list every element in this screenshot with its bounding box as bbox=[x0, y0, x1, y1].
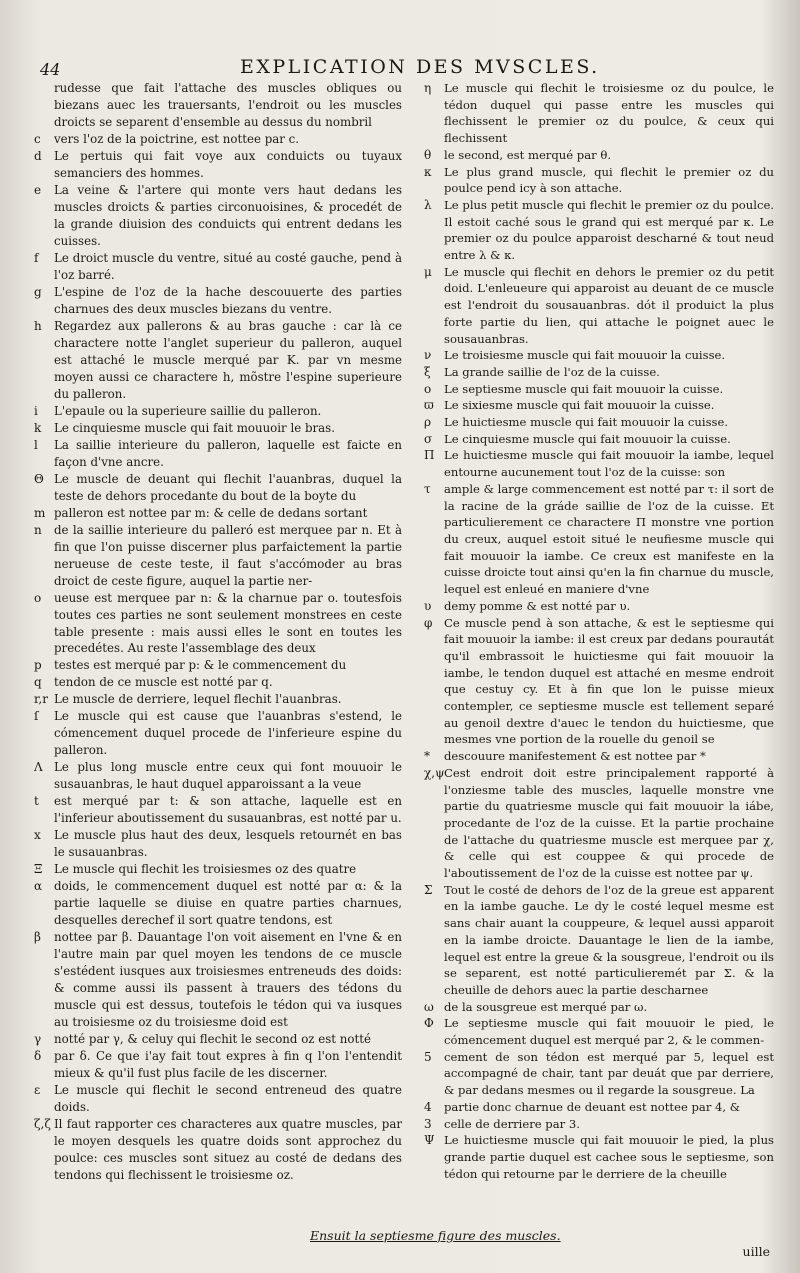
entry-text: de la sousgreue est merqué par ω. bbox=[444, 999, 648, 1014]
margin-marker: ρ bbox=[424, 415, 432, 430]
margin-marker: τ bbox=[424, 481, 431, 496]
margin-marker: ξ bbox=[424, 364, 431, 379]
entry-text: de la saillie interieure du palleró est merquee par n. Et à fin que l'on puisse discerner plus parfaictement la partie nerueuse de ceste teste, il faut s'accómoder au bras droict de ceste figure, auquel la partie ner- bbox=[54, 522, 402, 588]
margin-marker: c bbox=[34, 131, 41, 146]
text-entry bbox=[34, 878, 402, 929]
margin-marker: * bbox=[424, 749, 430, 764]
margin-marker: κ bbox=[424, 164, 432, 179]
margin-marker: ſ bbox=[34, 709, 39, 724]
entry-text: Le plus long muscle entre ceux qui font mouuoir le susauanbras, le haut duquel apparoissant a la veue bbox=[54, 760, 402, 792]
entry-text: nottee par β. Dauantage l'on voit aisement en l'vne & en l'autre main par quel moyen les tendons de ce muscle s'estédent iusques aux troisiesmes entreneuds des doids: & comme aussi ils passent à trauers des tédons du muscle qui est dessus, toutefois le tédon qui va iusques au troisiesme oz du troisiesme doid est bbox=[54, 930, 402, 1030]
margin-marker: φ bbox=[424, 615, 433, 630]
entry-text: Le septiesme muscle qui fait mouuoir la cuisse. bbox=[444, 381, 724, 396]
entry-text: demy pomme & est notté par υ. bbox=[444, 598, 631, 613]
margin-marker: p bbox=[34, 658, 42, 673]
text-entry bbox=[34, 759, 402, 793]
text-entry bbox=[34, 148, 402, 182]
text-entry bbox=[34, 1048, 402, 1082]
text-entry bbox=[424, 1116, 774, 1133]
margin-marker: h bbox=[34, 318, 42, 333]
margin-marker: υ bbox=[424, 598, 432, 613]
text-entry bbox=[34, 284, 402, 318]
entry-text: par δ. Ce que i'ay fait tout expres à fin q l'on l'entendit mieux & qu'il fust plus facile de les discerner. bbox=[54, 1049, 402, 1081]
catchword: uille bbox=[742, 1244, 770, 1259]
margin-marker: γ bbox=[34, 1032, 42, 1047]
text-entry bbox=[34, 861, 402, 878]
margin-marker: 3 bbox=[424, 1116, 432, 1131]
entry-text: La saillie interieure du palleron, laquelle est faicte en façon d'vne ancre. bbox=[54, 437, 402, 469]
entry-text: Le plus grand muscle, qui flechit le premier oz du poulce pend icy à son attache. bbox=[444, 164, 774, 196]
entry-text: cement de son tédon est merqué par 5, lequel est accompagné de chair, tant par deuát que par derriere, & par dedans mesmes ou il regarde la sousgreue. La bbox=[444, 1049, 774, 1098]
text-entry bbox=[424, 147, 774, 164]
entry-text: palleron est nottee par m: & celle de dedans sortant bbox=[54, 505, 368, 520]
margin-marker: μ bbox=[424, 264, 432, 279]
margin-marker: l bbox=[34, 437, 38, 452]
entry-text: celle de derriere par 3. bbox=[444, 1116, 580, 1131]
margin-marker: θ bbox=[424, 147, 432, 162]
text-entry bbox=[424, 481, 774, 598]
entry-text: vers l'oz de la poictrine, est nottee par c. bbox=[54, 131, 300, 146]
entry-text: notté par γ, & celuy qui flechit le second oz est notté bbox=[54, 1032, 371, 1047]
margin-marker: ζ,ζ bbox=[34, 1117, 51, 1132]
entry-text: Le droict muscle du ventre, situé au costé gauche, pend à l'oz barré. bbox=[54, 250, 402, 282]
entry-text: Le muscle qui flechit le second entreneud des quatre doids. bbox=[54, 1083, 402, 1115]
entry-text: Le troisiesme muscle qui fait mouuoir la cuisse. bbox=[444, 348, 726, 363]
entry-text: L'espine de l'oz de la hache descouuerte des parties charnues des deux muscles biezans du ventre. bbox=[54, 284, 402, 316]
margin-marker: n bbox=[34, 522, 42, 537]
entry-text: Le muscle qui flechit en dehors le premier oz du petit doid. L'enleueure qui apparoist au deuant de ce muscle est l'endroit du sousauanbras. dót il produict la plus forte partie du lien, qui attache le poignet auec le sousauanbras. bbox=[444, 264, 774, 346]
margin-marker: ν bbox=[424, 348, 432, 363]
text-entry bbox=[424, 80, 774, 147]
entry-text: doids, le commencement duquel est notté par α: & la partie laquelle se diuise en quatre parties charnues, desquelles derechef il sort quatre tendons, est bbox=[54, 879, 402, 928]
margin-marker: m bbox=[34, 505, 46, 520]
entry-text: Le cinquiesme muscle qui fait mouuoir le bras. bbox=[54, 420, 335, 435]
text-entry bbox=[34, 522, 402, 590]
entry-text: testes est merqué par p: & le commencement du bbox=[54, 658, 347, 673]
margin-marker: Σ bbox=[424, 882, 433, 897]
text-entry bbox=[34, 250, 402, 284]
text-entry bbox=[34, 471, 402, 505]
running-title: EXPLICATION DES MVSCLES. bbox=[240, 56, 600, 78]
entry-text: tendon de ce muscle est notté par q. bbox=[54, 675, 273, 690]
entry-text: Le muscle de deuant qui flechit l'auanbras, duquel la teste de dehors procedante du bout de la boyte du bbox=[54, 471, 402, 503]
margin-marker: e bbox=[34, 182, 42, 197]
margin-marker: χ,ψ bbox=[424, 765, 445, 780]
text-entry bbox=[424, 264, 774, 348]
text-entry bbox=[424, 1015, 774, 1048]
margin-marker: λ bbox=[424, 197, 432, 212]
entry-text: descouure manifestement & est nottee par * bbox=[444, 749, 706, 764]
margin-marker: r,r bbox=[34, 692, 48, 707]
margin-marker: Ψ bbox=[424, 1133, 435, 1148]
margin-marker: q bbox=[34, 675, 42, 690]
entry-text: rudesse que fait l'attache des muscles obliques ou biezans auec les trauersants, l'endroit ou les muscles droicts se separent d'ensemble au dessus du nombril bbox=[54, 81, 402, 129]
margin-marker: i bbox=[34, 403, 38, 418]
entry-text: Le muscle qui flechit le troisiesme oz du poulce, le tédon duquel qui passe entre les muscles qui flechissent le premier oz du poulce, & ceux qui flechissent bbox=[444, 81, 774, 146]
margin-marker: o bbox=[34, 590, 42, 605]
text-entry bbox=[424, 1049, 774, 1099]
text-entry bbox=[424, 164, 774, 197]
margin-marker: 4 bbox=[424, 1099, 432, 1114]
margin-marker: d bbox=[34, 148, 42, 163]
text-entry bbox=[424, 431, 774, 448]
text-entry bbox=[34, 691, 402, 708]
entry-text: Le muscle qui flechit les troisiesmes oz des quatre bbox=[54, 862, 357, 877]
margin-marker: β bbox=[34, 930, 41, 945]
entry-text: L'epaule ou la superieure saillie du palleron. bbox=[54, 403, 322, 418]
entry-text: partie donc charnue de deuant est nottee par 4, & bbox=[444, 1099, 741, 1114]
margin-marker: ϖ bbox=[424, 398, 434, 413]
text-entry bbox=[34, 182, 402, 250]
text-entry bbox=[424, 598, 774, 615]
entry-text: Le huictiesme muscle qui fait mouuoir le pied, la plus grande partie duquel est cachee sous le septiesme, son tédon qui retourne par le derriere de la cheuille bbox=[444, 1133, 774, 1181]
entry-text: Le muscle plus haut des deux, lesquels retournét en bas le susauanbras. bbox=[54, 828, 402, 860]
entry-text: Cest endroit doit estre principalement rapporté à l'onziesme table des muscles, laquelle monstre vne partie du quatriesme muscle qui fait mouuoir la iábe, procedante de l'oz de la cuisse. Et la partie prochaine de l'attache du quatriesme muscle est merquee par χ, & celle qui est couppee & qui procede de l'aboutissement de l'oz de la cuisse est nottee par ψ. bbox=[444, 765, 774, 881]
margin-marker: α bbox=[34, 879, 43, 894]
right-column bbox=[424, 80, 774, 1213]
entry-text: Le muscle de derriere, lequel flechit l'auanbras. bbox=[54, 692, 342, 707]
margin-marker: g bbox=[34, 284, 42, 299]
margin-marker: Θ bbox=[34, 471, 44, 486]
page-number: 44 bbox=[40, 60, 61, 79]
text-entry bbox=[34, 437, 402, 471]
entry-text: Le sixiesme muscle qui fait mouuoir la cuisse. bbox=[444, 398, 715, 413]
margin-marker: Λ bbox=[34, 760, 43, 775]
text-entry bbox=[34, 590, 402, 658]
margin-marker: Π bbox=[424, 448, 435, 463]
margin-marker: ε bbox=[34, 1083, 41, 1098]
entry-text: La veine & l'artere qui monte vers haut dedans les muscles droicts & parties circonuoisines, & procedét de la grande diuision des conduicts qui entrent dedans les cuisses. bbox=[54, 182, 402, 248]
text-entry bbox=[34, 403, 402, 420]
entry-text: Il faut rapporter ces characteres aux quatre muscles, par le moyen desquels les quatre doids sont approchez du poulce: ces muscles sont situez au costé de dedans des tendons qui flechissent le troisiesme oz. bbox=[54, 1117, 402, 1182]
text-entry bbox=[424, 197, 774, 264]
figure-caption bbox=[310, 1228, 561, 1243]
text-entry bbox=[424, 882, 774, 999]
text-entry bbox=[34, 674, 402, 691]
margin-marker: ο bbox=[424, 381, 432, 396]
entry-text: ueuse est merquee par n: & la charnue par o. toutesfois toutes ces parties ne sont seulement monstrees en ceste table presente : mais aussi elles le sont en toutes les precedétes. Au reste l'assemblage des deux bbox=[54, 590, 402, 656]
text-entry bbox=[424, 748, 774, 765]
text-entry bbox=[34, 793, 402, 827]
text-entry bbox=[34, 657, 402, 674]
entry-text: Le plus petit muscle qui flechit le premier oz du poulce. Il estoit caché sous le grand qui est merqué par κ. Le premier oz du poulce apparoist descharné & tout neud entre λ & κ. bbox=[444, 197, 774, 263]
text-entry bbox=[34, 420, 402, 437]
text-entry bbox=[424, 397, 774, 414]
text-entry bbox=[424, 1132, 774, 1182]
entry-text: Le pertuis qui fait voye aux conduicts ou tuyaux semanciers des hommes. bbox=[54, 148, 402, 180]
margin-marker: η bbox=[424, 81, 432, 95]
margin-marker: Ξ bbox=[34, 862, 43, 877]
entry-text: La grande saillie de l'oz de la cuisse. bbox=[444, 364, 660, 379]
margin-marker: f bbox=[34, 250, 39, 265]
margin-marker: Φ bbox=[424, 1016, 434, 1031]
text-entry bbox=[424, 999, 774, 1016]
text-entry bbox=[34, 318, 402, 403]
entry-text: Le septiesme muscle qui fait mouuoir le pied, le cómencement duquel est merqué par 2, & le commen- bbox=[444, 1016, 774, 1048]
entry-text: Ce muscle pend à son attache, & est le septiesme qui fait mouuoir la iambe: il est creux par dedans pourautát qu'il embrassoit le huictiesme qui fait mouuoir la iambe, le tendon duquel est attaché en mesme endroit que cestuy cy. Et à fin que lon le puisse mieux contempler, ce septiesme muscle est tellement separé au genoil dextre d'auec le tendon du huictiesme, que mesmes vne portion de la rouelle du genoil se bbox=[444, 615, 775, 747]
text-entry bbox=[34, 827, 402, 861]
entry-text: Le huictiesme muscle qui fait mouuoir la cuisse. bbox=[444, 415, 729, 430]
text-entry bbox=[34, 80, 402, 131]
entry-text: Le huictiesme muscle qui fait mouuoir la iambe, lequel entourne aucunement tout l'oz de la cuisse: son bbox=[444, 448, 774, 480]
margin-marker: δ bbox=[34, 1049, 42, 1064]
page-header bbox=[40, 56, 780, 80]
entry-text: Tout le costé de dehors de l'oz de la greue est apparent en la iambe gauche. Le dy le costé lequel mesme est sans chair auant la couppeure, & lequel aussi apparoit en la iambe droicte. Dauantage le lien de la iambe, lequel est entre la greue & la sousgreue, l'endroit ou ils se separent, est notté particulieremét par Σ. & la cheuille de dehors auec la partie descharnee bbox=[444, 882, 774, 997]
text-entry bbox=[34, 929, 402, 1031]
text-entry bbox=[34, 1082, 402, 1116]
entry-text: est merqué par t: & son attache, laquelle est en l'inferieur aboutissement du susauanbras, est notté par u. bbox=[54, 794, 402, 826]
text-entry bbox=[424, 1099, 774, 1116]
figure-caption-text: Ensuit la septiesme figure des muscles. bbox=[310, 1228, 561, 1243]
margin-marker: k bbox=[34, 420, 42, 435]
text-entry bbox=[424, 414, 774, 431]
margin-marker: x bbox=[34, 828, 41, 843]
text-entry bbox=[424, 447, 774, 480]
margin-marker: σ bbox=[424, 431, 433, 446]
text-entry bbox=[424, 364, 774, 381]
left-column bbox=[34, 80, 402, 1213]
margin-marker: ω bbox=[424, 999, 434, 1014]
text-entry bbox=[34, 1031, 402, 1048]
text-entry bbox=[424, 381, 774, 398]
entry-text: le second, est merqué par θ. bbox=[444, 147, 612, 162]
text-entry bbox=[424, 765, 774, 882]
text-entry bbox=[34, 505, 402, 522]
entry-text: Le cinquiesme muscle qui fait mouuoir la cuisse. bbox=[444, 431, 731, 446]
entry-text: Regardez aux pallerons & au bras gauche : car là ce charactere notte l'anglet superieur du palleron, auquel est attaché le muscle merqué par K. par vn mesme moyen aussi ce charactere h, mõstre l'espine superieure du palleron. bbox=[54, 318, 402, 401]
text-entry bbox=[34, 1116, 402, 1184]
text-entry bbox=[424, 615, 774, 749]
text-entry bbox=[424, 347, 774, 364]
margin-marker: t bbox=[34, 794, 39, 809]
entry-text: Le muscle qui est cause que l'auanbras s'estend, le cómencement duquel procede de l'inferieure espine du palleron. bbox=[54, 709, 402, 758]
text-entry bbox=[34, 708, 402, 759]
margin-marker: 5 bbox=[424, 1049, 432, 1064]
text-entry bbox=[34, 131, 402, 148]
entry-text: ample & large commencement est notté par τ: il sort de la racine de la gráde saillie de l'oz de la cuisse. Et particulierement ce charactere Π monstre vne portion du creux, auquel estoit situé le neufiesme muscle qui fait mouuoir la iambe. Ce creux est manifeste en la cuisse droicte tout ainsi qu'en la fin charnue du muscle, lequel est enleué en maniere d'vne bbox=[444, 481, 774, 597]
